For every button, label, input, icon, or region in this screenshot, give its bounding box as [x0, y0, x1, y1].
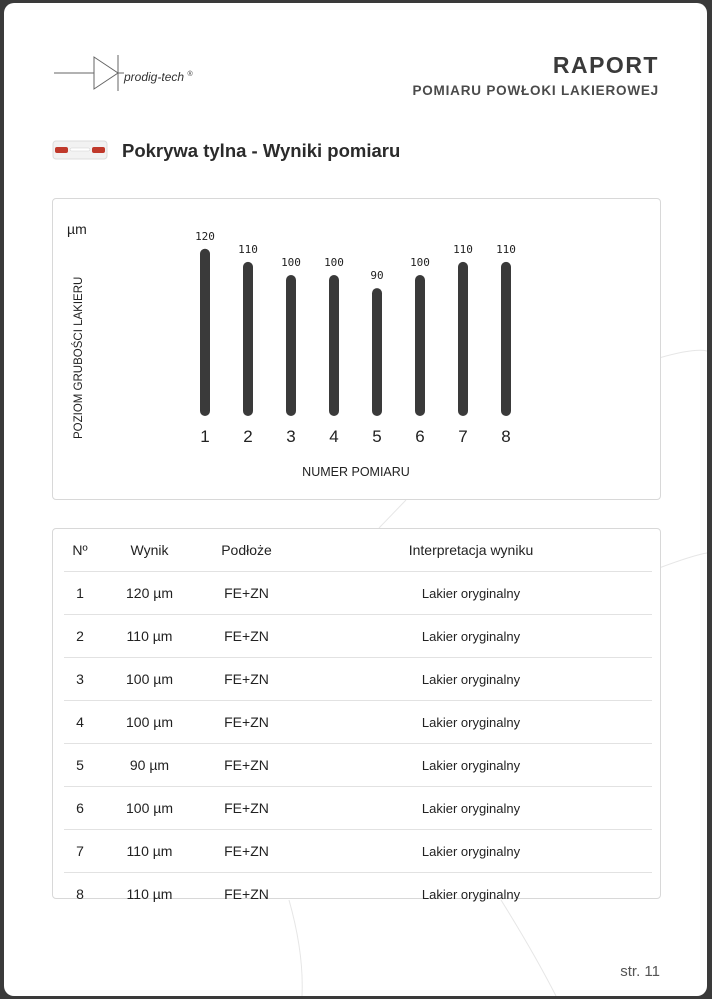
table-row — [64, 744, 652, 787]
row-no: 1 — [64, 572, 96, 615]
row-substrate: FE+ZN — [224, 886, 269, 902]
row-interpretation: Lakier oryginalny — [290, 658, 652, 701]
report-title: RAPORT — [552, 52, 659, 78]
y-axis-label: POZIOM GRUBOŚCI LAKIERU — [73, 276, 85, 439]
x-axis-label: NUMER POMIARU — [302, 465, 410, 479]
row-substrate: FE+ZN — [203, 615, 290, 658]
row-substrate: FE+ZN — [203, 701, 290, 744]
row-interpretation: Lakier oryginalny — [421, 886, 521, 902]
table-row — [64, 830, 652, 873]
row-interpretation: Lakier oryginalny — [290, 615, 652, 658]
row-no: 4 — [64, 701, 96, 744]
bar-value-label: 90 — [370, 269, 384, 283]
x-tick-label: 6 — [415, 427, 425, 446]
x-tick-label: 5 — [372, 427, 382, 446]
logo-text: prodig-tech ® — [124, 70, 193, 84]
x-tick-label: 4 — [329, 427, 339, 446]
section-title: Pokrywa tylna - Wyniki pomiaru — [122, 140, 401, 161]
table-row — [64, 787, 652, 830]
bar-value-label: 100 — [281, 256, 301, 269]
row-result: 100 µm — [96, 701, 203, 744]
row-interpretation: Lakier oryginalny — [290, 701, 652, 744]
table-row — [64, 873, 652, 916]
report-subtitle: POMIARU POWŁOKI LAKIEROWEJ — [412, 83, 659, 98]
x-tick-label: 3 — [286, 427, 296, 446]
x-tick-label: 7 — [458, 427, 468, 446]
thickness-chart — [52, 198, 661, 500]
table-row — [64, 701, 652, 744]
row-interpretation: Lakier oryginalny — [290, 744, 652, 787]
results-table — [64, 529, 652, 915]
row-no: 7 — [64, 830, 96, 873]
row-substrate: FE+ZN — [203, 572, 290, 615]
bars-group — [195, 230, 516, 446]
bar-value-label: 110 — [238, 242, 258, 256]
row-substrate: FE+ZN — [203, 787, 290, 830]
table-row — [64, 572, 652, 615]
bar-value-label: 100 — [410, 256, 430, 269]
row-substrate: FE+ZN — [203, 744, 290, 787]
company-logo — [52, 49, 222, 97]
row-result: 120 µm — [96, 572, 203, 615]
row-result: 110 µm — [96, 830, 203, 873]
unit-label: µm — [67, 221, 87, 237]
row-interpretation: Lakier oryginalny — [290, 830, 652, 873]
x-tick-label: 1 — [200, 427, 210, 446]
row-result: 110 µm — [126, 886, 173, 902]
results-table-card — [52, 528, 661, 902]
row-result: 110 µm — [96, 615, 203, 658]
bar-value-label: 110 — [453, 242, 473, 256]
car-rear-icon — [52, 138, 108, 162]
row-no: 2 — [64, 615, 96, 658]
chart-canvas — [53, 199, 660, 499]
watermark: otoMoto.pl — [6, 969, 93, 986]
header-interpretation: Interpretacja wyniku — [290, 529, 652, 572]
row-result: 100 µm — [96, 787, 203, 830]
bar-value-label: 110 — [496, 242, 516, 256]
report-page — [4, 3, 707, 996]
bar-value-label: 100 — [324, 256, 344, 269]
row-substrate: FE+ZN — [203, 830, 290, 873]
row-no: 5 — [64, 744, 96, 787]
header-substrate: Podłoże — [203, 529, 290, 572]
row-interpretation: Lakier oryginalny — [290, 787, 652, 830]
header-result: Wynik — [96, 529, 203, 572]
header-no: Nº — [64, 529, 96, 572]
row-result: 100 µm — [96, 658, 203, 701]
x-tick-label: 2 — [243, 427, 253, 446]
x-tick-label: 8 — [501, 427, 511, 446]
row-no: 3 — [64, 658, 96, 701]
row-no: 6 — [64, 787, 96, 830]
row-result: 90 µm — [96, 744, 203, 787]
table-row — [64, 615, 652, 658]
page-number: str. 11 — [620, 963, 660, 980]
bar-value-label: 120 — [195, 229, 215, 243]
table-row — [64, 658, 652, 701]
row-interpretation: Lakier oryginalny — [290, 572, 652, 615]
table-header-row — [64, 529, 652, 572]
row-no: 8 — [76, 886, 84, 902]
row-substrate: FE+ZN — [203, 658, 290, 701]
